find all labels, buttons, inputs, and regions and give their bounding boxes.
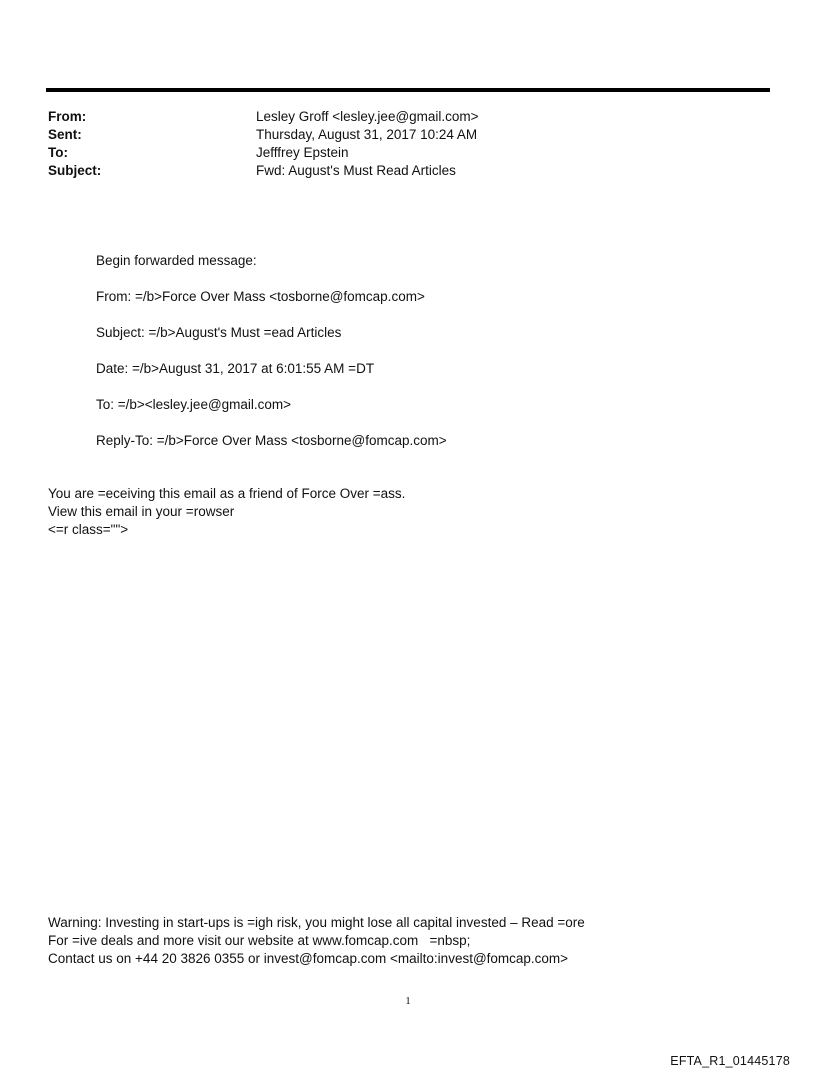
forwarded-intro: Begin forwarded message: xyxy=(96,253,257,268)
forwarded-reply-to: Reply-To: =/b>Force Over Mass <tosborne@fomcap.com> xyxy=(96,433,447,448)
email-footer xyxy=(48,914,585,968)
forwarded-to: To: =/b><lesley.jee@gmail.com> xyxy=(96,397,292,412)
footer-warning: Warning: Investing in start-ups is =igh risk, you might lose all capital invested – Read =ore xyxy=(48,915,585,930)
email-header xyxy=(48,108,479,180)
footer-contact: Contact us on +44 20 3826 0355 or invest@fomcap.com <mailto:invest@fomcap.com> xyxy=(48,951,569,966)
header-row-subject xyxy=(48,162,479,180)
body-line-view-in-browser: View this email in your =rowser xyxy=(48,504,235,519)
header-row-from xyxy=(48,108,479,126)
sent-label: Sent: xyxy=(48,127,82,142)
page-number: 1 xyxy=(405,995,411,1007)
email-body xyxy=(48,485,405,539)
sent-value: Thursday, August 31, 2017 10:24 AM xyxy=(256,127,478,142)
body-line-receiving: You are =eceiving this email as a friend of Force Over =ass. xyxy=(48,486,406,501)
from-label: From: xyxy=(48,109,87,124)
footer-deals: For =ive deals and more visit our website at www.fomcap.com =nbsp; xyxy=(48,933,471,948)
to-label: To: xyxy=(48,145,68,160)
subject-value: Fwd: August's Must Read Articles xyxy=(256,163,456,178)
forwarded-date: Date: =/b>August 31, 2017 at 6:01:55 AM =DT xyxy=(96,361,375,376)
header-divider xyxy=(46,88,770,92)
forwarded-subject: Subject: =/b>August's Must =ead Articles xyxy=(96,325,342,340)
to-value: Jefffrey Epstein xyxy=(256,145,349,160)
document-id: EFTA_R1_01445178 xyxy=(670,1054,790,1068)
header-row-sent xyxy=(48,126,479,144)
header-row-to xyxy=(48,144,479,162)
body-line-markup-remnant: <=r class=""> xyxy=(48,522,129,537)
forwarded-from: From: =/b>Force Over Mass <tosborne@fomcap.com> xyxy=(96,289,425,304)
from-value: Lesley Groff <lesley.jee@gmail.com> xyxy=(256,109,479,124)
subject-label: Subject: xyxy=(48,163,102,178)
forwarded-message xyxy=(96,252,447,468)
